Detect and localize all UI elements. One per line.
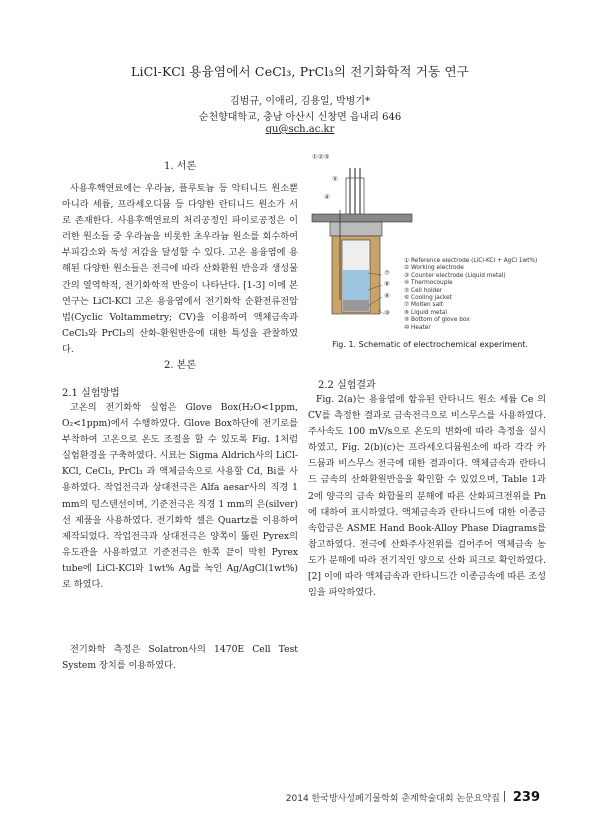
body-heading: 2. 본론: [163, 360, 197, 371]
legend-item: ② Working electrode: [404, 265, 464, 272]
legend-item: ⑧ Liquid metal: [404, 309, 448, 316]
legend-item: ④ Thermocouple: [404, 280, 453, 287]
affiliation: 순천향대학교, 충남 아산시 신창면 읍내리 646: [198, 112, 402, 123]
label-10: ⑩: [384, 309, 390, 317]
footer-divider: [504, 791, 505, 802]
legend-item: ⑨ Bottom of glove box: [404, 317, 470, 324]
author-email[interactable]: qu@sch.ac.kr: [265, 124, 335, 135]
legend-item: ⑩ Heater: [404, 324, 431, 331]
method-heading: 2.1 실험방법: [62, 388, 120, 399]
method-paragraph-2: 전기화학 측정은 Solatron사의 1470E Cell Test System 장치를 이용하였다.: [62, 644, 298, 672]
figure-caption: Fig. 1. Schematic of electrochemical experiment.: [332, 340, 528, 349]
paper-title: LiCl-KCl 용융염에서 CeCl₃, PrCl₃의 전기화학적 거동 연구: [130, 64, 470, 79]
author-list: 김범규, 이애리, 김용일, 박병기*: [230, 96, 370, 107]
intro-paragraph: 사용후핵연료에는 우라늄, 플루토늄 등 악티니드 원소뿐 아니라 세륨, 프라세오디뮴 등 다양한 란티니드 원소가 서로 존재한다. 사용후핵연료의 처리공정인 파이로공정은 이러한 원소들 중 우라늄을 비롯한 초우라늄 원소를 회수하여 부피감소와 독성 저감을 달성할 수 있다. 고온 용융염에 용해된 다양한 원소들은 전극에 따라 산화환원 반응과 생성물간의 열역학적, 전기화학적 반응이 나타난다. [1-3] 이에 본 연구는 LiCl-KCl 고온 용융염에서 전기화학 순환전류전압법(Cyclic Voltammetry; CV)을 이용하여 액체금속과 CeCl₃와 PrCl₃의 산화-환원반응에 대한 특성을 관찰하였다.: [62, 183, 298, 355]
footer-text: 2014 한국방사성폐기물학회 춘계학술대회 논문요약집: [285, 794, 500, 804]
intro-heading: 1. 서론: [163, 161, 197, 172]
legend-item: ⑤ Cell holder: [404, 287, 443, 294]
page-number: 239: [512, 790, 540, 805]
label-1-2-3: ①②③: [312, 153, 330, 161]
label-7: ⑦: [384, 269, 390, 277]
figure-1: [310, 150, 550, 340]
result-heading: 2.2 실험결과: [318, 380, 376, 391]
page-footer: [286, 790, 540, 805]
label-4: ④: [324, 193, 330, 201]
legend-item: ⑦ Molten salt: [404, 302, 444, 309]
method-paragraph: 고온의 전기화학 실험은 Glove Box(H₂O<1ppm, O₂<1ppm)에서 수행하였다. Glove Box하단에 전기로를 부착하여 고온으로 온도 조절을 할 수 있도록 Fig. 1처럼 실험환경을 구축하였다. 시료는 Sigma Aldrich사의 LiCl-KCl, CeCl₃, PrCl₃ 과 액체금속으로 사용할 Cd, Bi를 사용하였다. 작업전극과 상대전극은 Alfa aesar사의 직경 1 mm의 텅스텐선이며, 기준전극은 직경 1 mm의 은(silver)선 제품을 사용하였다. 전기화학 셀은 Quartz를 이용하여 제작되었다. 작업전극과 상대전극은 양쪽이 뚫린 Pyrex의 유도관을 사용하였고 기준전극은 한쪽 끝이 막힌 Pyrex tube에 LiCl-KCl와 1wt% Ag를 녹인 Ag/AgCl(1wt%)로 하였다.: [62, 402, 298, 591]
label-8: ⑧: [384, 280, 390, 288]
label-9: ⑨: [384, 292, 390, 300]
label-5: ⑤: [332, 175, 338, 183]
legend-item: ① Reference electrode (LiCl-KCl + AgCl 1wt%): [404, 258, 538, 264]
result-paragraph: Fig. 2(a)는 용융염에 함유된 란타니드 원소 세륨 Ce 의 CV를 측정한 결과로 금속전극으로 비스무스를 사용하였다. 주사속도 100 mV/s으로 온도의 변화에 따라 측정을 실시하였고, Fig. 2(b)(c)는 프라세오디뮴원소에 따라 각각 카드뮴과 비스무스 전극에 대한 결과이다. 액체금속과 란타니드 금속의 산화환원반응을 확인할 수 있었으며, Table 1과 2에 양극의 금속 화합물의 분해에 따른 산화피크전위를 Pn에 대하여 표시하였다. 액체금속과 란타니드에 대한 이종금속합금은 ASME Hand Book-Alloy Phase Diagrams를 참고하였다. 전극에 산화주사전위를 걸어주어 액체금속 농도가 분해에 따라 전기적인 양으로 산화 피크로 확인하였다.[2] 이에 따라 액체금속과 란타니드간 이종금속에 따른 조성임을 파악하였다.: [308, 394, 546, 599]
legend-item: ③ Counter electrode (Liquid metal): [404, 272, 506, 279]
figure-legend: [404, 258, 550, 332]
legend-item: ⑥ Cooling jacket: [404, 295, 452, 302]
